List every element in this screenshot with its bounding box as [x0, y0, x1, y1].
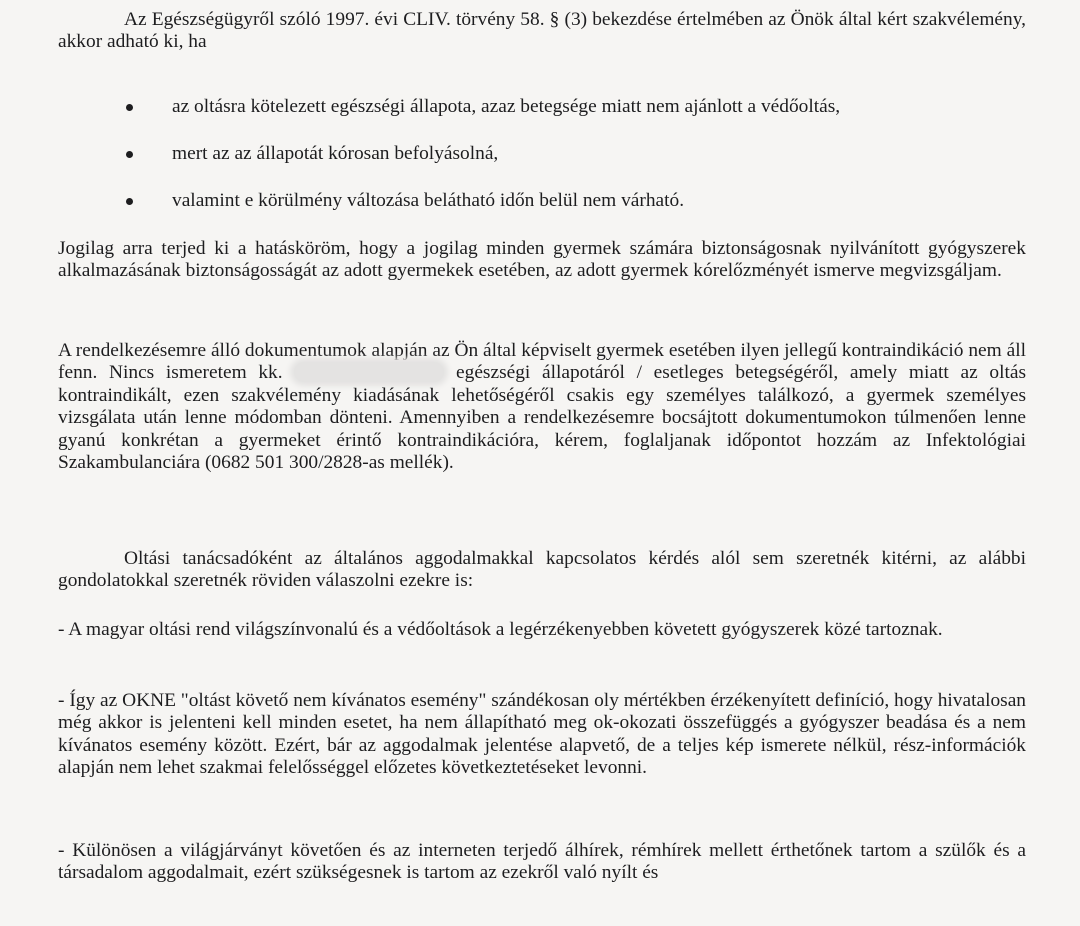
contraindication-text-start: A rendelkezésemre álló dokumentumok alapján az Ön által képviselt gyermek esetében ilyen jellegű kontraindikáció nem áll fenn. Nincs ismeretem kk.	[58, 340, 1026, 384]
list-item-text: az oltásra kötelezett egészségi állapota, azaz betegsége miatt nem ajánlott a védőoltás,	[172, 96, 841, 117]
bullet-icon	[126, 151, 133, 158]
point-paragraph: - A magyar oltási rend világszínvonalú és a védőoltások a legérzékenyebben követett gyógyszerek közé tartoznak.	[58, 619, 943, 640]
authority-paragraph: Jogilag arra terjed ki a hatásköröm, hogy a jogilag minden gyermek számára biztonságosnak nyilvánított gyógyszerek alkalmazásának biztonságosságát az adott gyermekek esetében, az adott gyermek kórelőzményét ismerve megvizsgáljam.	[58, 238, 1026, 282]
list-item	[126, 190, 1026, 214]
list-item-text: valamint e körülmény változása belátható időn belül nem várható.	[172, 190, 685, 211]
contraindication-paragraph	[58, 340, 1026, 474]
advisor-paragraph: Oltási tanácsadóként az általános aggodalmakkal kapcsolatos kérdés alól sem szeretnék kitérni, az alábbi gondolatokkal szeretnék röviden válaszolni ezekre is:	[58, 548, 1026, 592]
bullet-icon	[126, 198, 133, 205]
list-item	[126, 143, 1026, 167]
list-item-text: mert az az állapotát kórosan befolyásolná,	[172, 143, 499, 164]
point-paragraph: - Így az OKNE "oltást követő nem kívánatos esemény" szándékosan oly mértékben érzékenyített definíció, hogy hivatalosan még akkor is jelenteni kell minden esetet, ha nem állapítható meg ok-okozati összefüggés a gyógyszer beadása és a nem kívánatos esemény között. Ezért, bár az aggodalmak jelentése alapvető, de a teljes kép ismerete nélkül, rész-információk alapján nem lehet szakmai felelősséggel előzetes következtetéseket levonni.	[58, 690, 1026, 779]
point-paragraph: - Különösen a világjárványt követően és az interneten terjedő álhírek, rémhírek mellett érthetőnek tartom a szülők és a társadalom aggodalmait, ezért szükségesnek is tartom az ezekről való nyílt és	[58, 840, 1026, 884]
list-item	[126, 96, 1026, 120]
intro-paragraph: Az Egészségügyről szóló 1997. évi CLIV. törvény 58. § (3) bekezdése értelmében az Önök által kért szakvélemény, akkor adható ki, ha	[58, 9, 1026, 53]
bullet-icon	[126, 104, 133, 111]
redacted-name	[294, 362, 444, 382]
contraindication-text-end: egészségi állapotáról / esetleges betegségéről, amely miatt az oltás kontraindikált, ezen szakvélemény kiadásának lehetőségéről csakis egy személyes találkozó, a gyermek személyes vizsgálata után lenne módomban dönteni. Amennyiben a rendelkezésemre bocsájtott dokumentumokon túlmenően lenne gyanú konkrétan a gyermeket érintő kontraindikációra, kérem, foglaljanak időpontot hozzám az Infektológiai Szakambulanciára (0682 501 300/2828-as mellék).	[58, 362, 1026, 474]
